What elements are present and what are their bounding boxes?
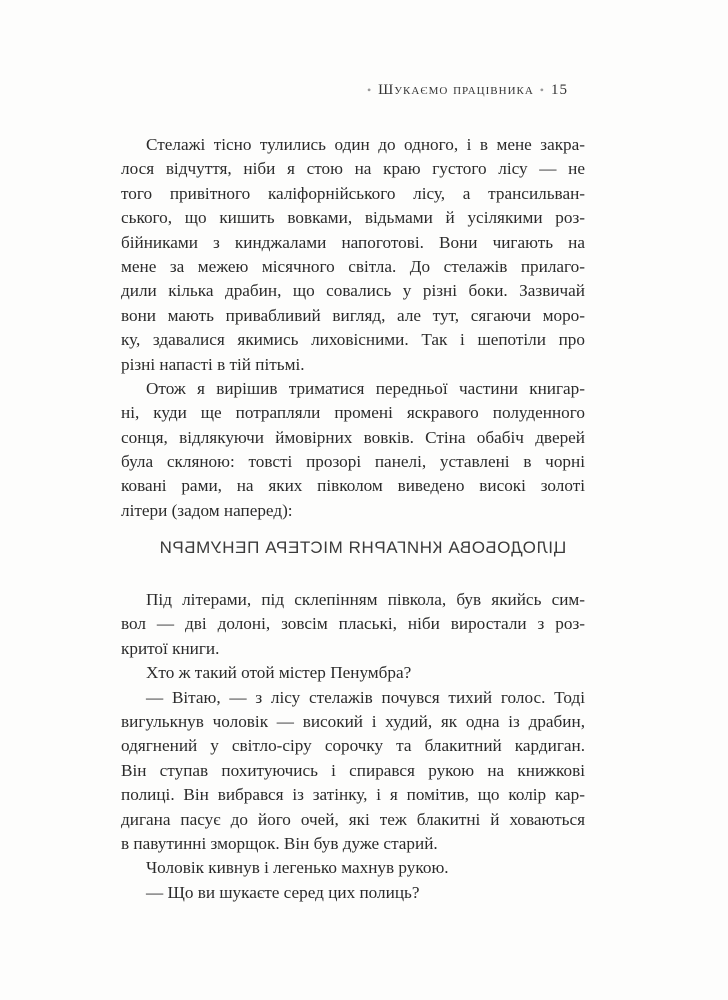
text-line: Отож я вирішив триматися передньої частини книгар-	[146, 378, 585, 398]
text-line: дили кілька драбин, що совались у різні боки. Зазвичай	[121, 281, 585, 301]
text-line: Хто ж такий отой містер Пенумбра?	[146, 663, 412, 683]
page-number: 15	[551, 82, 568, 98]
text-line: Стелажі тісно тулились один до одного, і в мене закра-	[146, 135, 585, 154]
running-header	[361, 82, 568, 99]
text-block-2	[121, 588, 585, 905]
text-line: вигулькнув чоловік — високий і худий, як одна із драбин,	[121, 711, 585, 731]
text-line: дигана пасує до його очей, які теж блакитні й ховаються	[121, 809, 585, 829]
text-line: ковані рами, на яких півколом виведено високі золоті	[121, 476, 585, 496]
text-line: в павутинні зморщок. Він був дуже старий.	[121, 833, 438, 853]
text-line: Він ступав похитуючись і спирався рукою на книжкові	[121, 760, 585, 780]
text-line: — Що ви шукаєте серед цих полиць?	[146, 882, 420, 902]
bullet-separator: •	[539, 83, 545, 97]
text-block-1	[121, 133, 585, 523]
text-line: літери (задом наперед):	[121, 500, 293, 520]
text-line: вол — дві долоні, зовсім плаські, ніби виростали з роз-	[121, 614, 585, 634]
text-line: — Вітаю, — з лісу стелажів почувся тихий голос. Тоді	[146, 687, 585, 707]
text-line: одягнений у світло-сіру сорочку та блакитний кардиган.	[121, 736, 585, 756]
mirrored-sign-text: ЦІЛОДОБОВА КНИГАРНЯ МІСТЕРА ПЕНУМБРИ	[159, 538, 567, 557]
text-line: мене за межею місячного світла. До стелажів прилаго-	[121, 256, 585, 276]
text-line: ського, що кишить вовками, відьмами й усілякими роз-	[121, 208, 585, 228]
text-line: критої книги.	[121, 638, 220, 658]
text-line: Під літерами, під склепінням півкола, був якийсь сим-	[146, 590, 585, 609]
text-line: полиці. Він вибрався із затінку, і я помітив, що колір кар-	[121, 785, 585, 805]
text-line: Чоловік кивнув і легенько махнув рукою.	[146, 858, 449, 878]
text-line: ку, здавалися якимись лиховісними. Так і шепотіли про	[121, 330, 585, 350]
text-line: бійниками з кинджалами напоготові. Вони чигають на	[121, 232, 585, 252]
text-line: лося відчуття, ніби я стою на краю густого лісу — не	[121, 159, 585, 179]
text-line: вони мають привабливий вигляд, але тут, сягаючи моро-	[121, 305, 585, 325]
text-line: ні, куди ще потрапляли промені яскравого полуденного	[121, 403, 585, 423]
text-line: сонця, відлякуючи ймовірних вовків. Стіна обабіч дверей	[121, 427, 585, 447]
text-line: того привітного каліфорнійського лісу, а трансильван-	[121, 183, 585, 203]
text-line: різні напасті в тій пітьмі.	[121, 354, 305, 374]
chapter-title: Шукаємо працівника	[378, 82, 534, 98]
text-line: була скляною: товсті прозорі панелі, уставлені в чорні	[121, 452, 585, 472]
bullet-separator: •	[366, 83, 373, 97]
